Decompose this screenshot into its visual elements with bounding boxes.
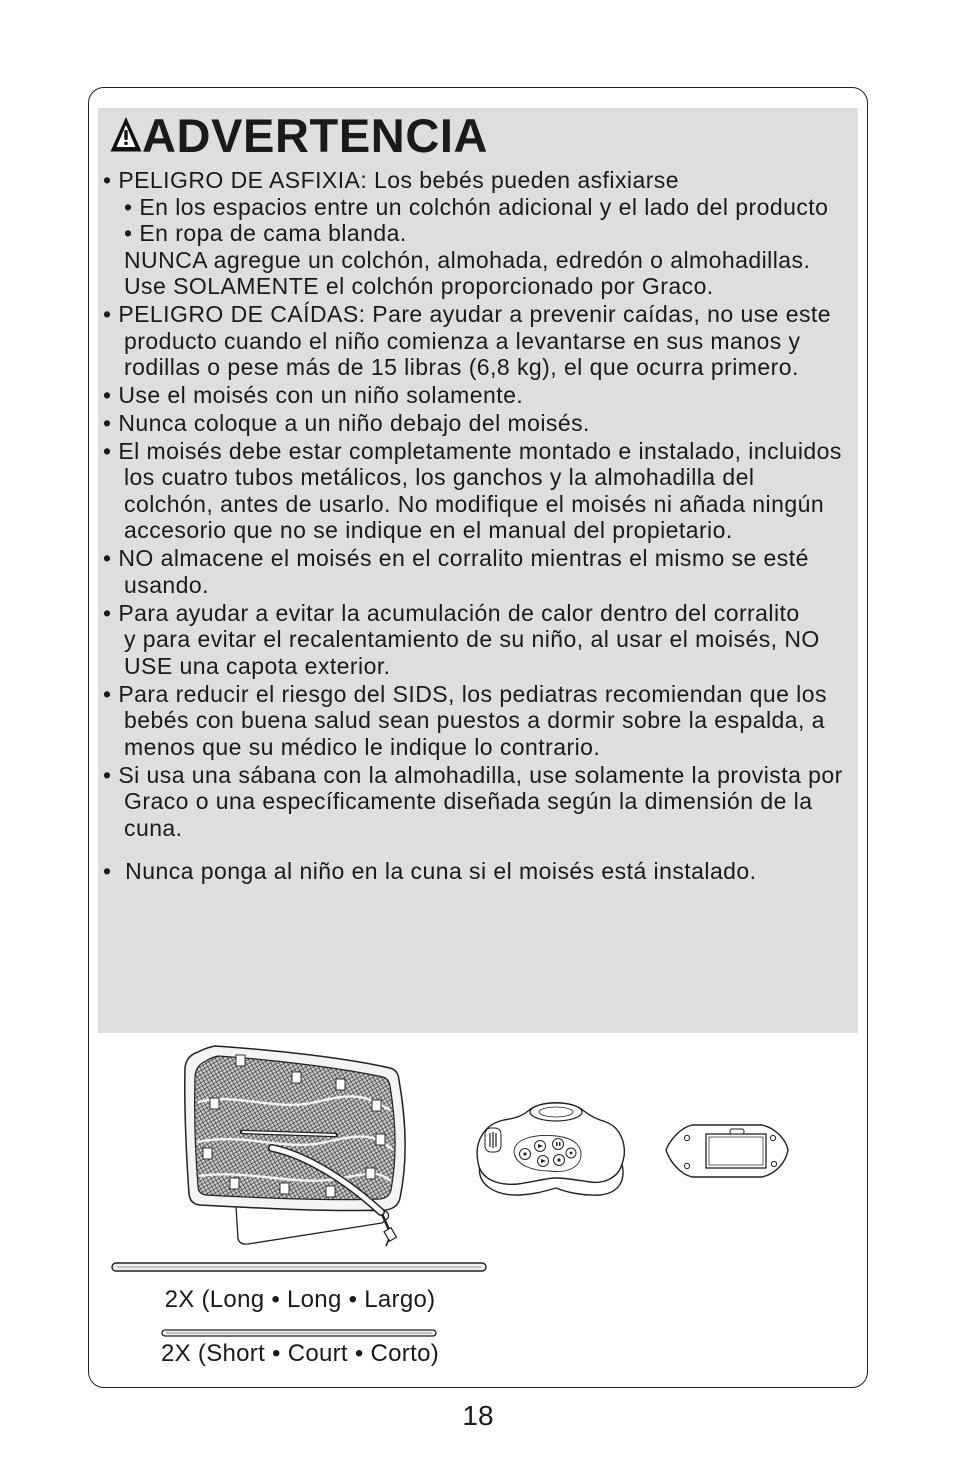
warning-triangle-icon <box>110 116 142 153</box>
warning-line-continued: USE una capota exterior. <box>124 652 391 679</box>
unit-speaker <box>530 1103 582 1121</box>
long-tube-illustration <box>111 1261 487 1273</box>
warning-line: • PELIGRO DE CAÍDAS: Pare ayudar a prevenir caídas, no use este <box>103 301 832 328</box>
page-number: 18 <box>462 1400 494 1431</box>
warning-line-continued: producto cuando el niño comienza a levantarse en sus manos y <box>124 327 801 354</box>
warning-item-one-child <box>103 382 855 409</box>
plate-outline <box>666 1125 788 1177</box>
warning-item-heat <box>103 600 855 680</box>
warning-line: • Para ayudar a evitar la acumulación de calor dentro del corralito <box>103 599 800 626</box>
warning-line: • Para reducir el riesgo del SIDS, los pediatras recomiendan que los <box>103 680 827 707</box>
warning-line-continued: bebés con buena salud sean puestos a dormir sobre la espalda, a <box>124 707 825 734</box>
bassinet-rod <box>242 1132 336 1135</box>
page-title: ADVERTENCIA <box>142 109 489 162</box>
warning-line-continued: usando. <box>124 571 209 598</box>
warning-item-crib <box>103 858 855 885</box>
warning-item-asfixia <box>103 167 855 300</box>
warning-line: • Use el moisés con un niño solamente. <box>103 382 524 409</box>
vibration-unit-illustration <box>470 1098 628 1202</box>
warning-line: • NO almacene el moisés en el corralito mientras el mismo se esté <box>103 545 809 572</box>
power-plug <box>382 1214 396 1246</box>
warning-line: • Si usa una sábana con la almohadilla, use solamente la provista por <box>103 761 843 788</box>
warning-line-continued: los cuatro tubos metálicos, los ganchos y la almohadilla del <box>124 464 755 491</box>
warning-line: • El moisés debe estar completamente montado e instalado, incluidos <box>103 437 842 464</box>
sub-bullet-line: • En los espacios entre un colchón adicional y el lado del producto <box>124 193 829 220</box>
warning-line-continued: Graco o una específicamente diseñada según la dimensión de la <box>124 788 813 815</box>
warning-item-sheet <box>103 762 855 842</box>
mounting-plate-illustration <box>662 1116 792 1184</box>
warning-line: • Nunca coloque a un niño debajo del moisés. <box>103 409 590 436</box>
warning-list <box>103 167 855 884</box>
warning-line-continued: rodillas o pese más de 15 libras (6,8 kg), el que ocurra primero. <box>124 354 799 381</box>
warning-line-continued: menos que su médico le indique lo contrario. <box>124 733 601 760</box>
warning-line-continued: y para evitar el recalentamiento de su niño, al usar el moisés, NO <box>124 626 820 653</box>
sub-bullet-line: • En ropa de cama blanda. <box>124 220 407 247</box>
bassinet-bottom-flap <box>236 1206 389 1244</box>
warning-item-assembly <box>103 438 855 544</box>
warning-line: • Nunca ponga al niño en la cuna si el moisés está instalado. <box>103 857 757 884</box>
warning-line-continued: cuna. <box>124 814 183 841</box>
long-tube-caption: 2X (Long • Long • Largo) <box>164 1286 436 1313</box>
short-tube-illustration <box>161 1328 437 1338</box>
warning-line-continued: Use SOLAMENTE el colchón proporcionado por Graco. <box>124 273 714 300</box>
bassinet-mesh-illustration <box>176 1040 410 1258</box>
warning-item-storage <box>103 545 855 598</box>
warning-item-below <box>103 410 855 437</box>
warning-line-continued: accesorio que no se indique en el manual del propietario. <box>124 517 733 544</box>
warning-item-caidas <box>103 301 855 381</box>
warning-item-sids <box>103 681 855 761</box>
warning-line-continued: colchón, antes de usarlo. No modifique el moisés ni añada ningún <box>124 490 825 517</box>
warning-line: • PELIGRO DE ASFIXIA: Los bebés pueden asfixiarse <box>103 167 679 193</box>
short-tube-caption: 2X (Short • Court • Corto) <box>160 1340 440 1367</box>
warning-line-continued: NUNCA agregue un colchón, almohada, edredón o almohadillas. <box>124 246 811 273</box>
plate-slot <box>730 1129 744 1134</box>
